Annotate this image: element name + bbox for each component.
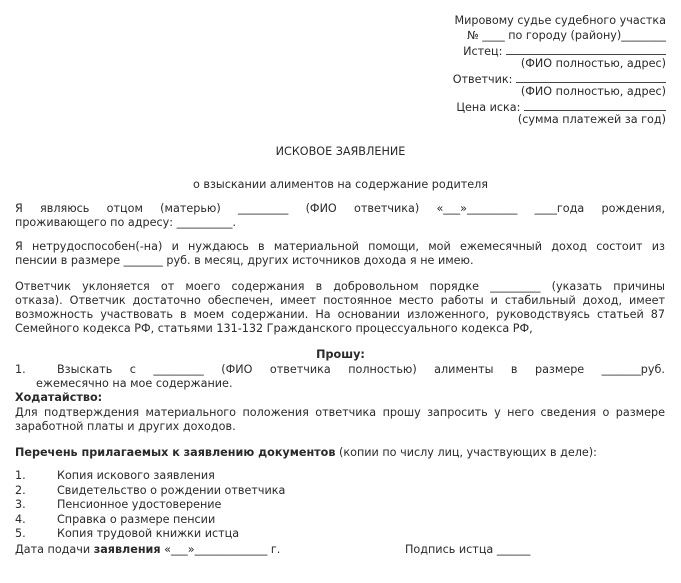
paragraph-line: возможность участвовать в моем содержании. На основании изложенного, руководствуясь статьей 87 <box>15 308 665 321</box>
list-item-number: 1. <box>15 469 26 482</box>
request-item <box>15 363 665 391</box>
paragraph-line: Семейного кодекса РФ, статьями 131-132 Гражданского процессуального кодекса РФ, <box>15 322 533 335</box>
claim-hint-line <box>518 113 666 127</box>
paragraph-income <box>15 240 665 268</box>
document-subtitle: о взыскании алиментов на содержание родителя <box>192 178 488 191</box>
list-item-number: 5. <box>15 527 26 540</box>
list-item <box>15 469 665 484</box>
list-item-number: 3. <box>15 498 26 511</box>
list-item <box>15 513 665 528</box>
paragraph-line: Для подтверждения материального положения ответчика прошу запросить у него сведения о размере <box>15 406 665 419</box>
district-text: № ____ по городу (району)________ <box>467 29 666 42</box>
list-item <box>15 484 665 499</box>
court-line <box>454 14 666 28</box>
documents-heading-rest: (копии по числу лиц, участвующих в деле): <box>335 446 597 459</box>
paragraph-relationship <box>15 202 665 230</box>
paragraph-line: пенсии в размере _______ руб. в месяц, других источников дохода я не имею. <box>15 254 474 267</box>
motion-heading: Ходатайство: <box>15 391 103 404</box>
paragraph-grounds <box>15 280 665 336</box>
request-item-line <box>15 363 665 377</box>
list-item-number: 4. <box>15 512 26 526</box>
list-item-text: Справка о размере пенсии <box>57 512 216 526</box>
paragraph-line: Я нетрудоспособен(-на) и нуждаюсь в материальной помощи, мой ежемесячный доход состоит из <box>15 240 665 253</box>
motion-text <box>15 406 665 434</box>
list-item-text: Копия искового заявления <box>57 469 215 482</box>
claim-label: Цена иска: <box>456 101 521 114</box>
claim-hint: (сумма платежей за год) <box>517 113 666 126</box>
list-item-text: Свидетельство о рождении ответчика <box>57 483 286 497</box>
request-item-number: 1. <box>15 363 26 376</box>
list-item <box>15 498 665 513</box>
signature-line: Подпись истца ______ <box>405 543 531 556</box>
paragraph-line: отказа). Ответчик достаточно обеспечен, имеет постоянное место работы и стабильный доход, имеет <box>15 294 665 307</box>
defendant-hint: (ФИО полностью, адрес) <box>520 85 666 98</box>
filing-date-bold: заявления <box>93 543 161 556</box>
filing-date-line <box>15 543 665 557</box>
list-item <box>15 527 665 542</box>
documents-list <box>15 469 665 542</box>
plaintiff-blank <box>506 43 666 55</box>
document-title: ИСКОВОЕ ЗАЯВЛЕНИЕ <box>275 145 406 158</box>
defendant-label: Ответчик: <box>452 73 513 86</box>
paragraph-line: заработной платы и других доходов. <box>15 420 236 433</box>
defendant-hint-line <box>521 85 666 99</box>
list-item-text: Копия трудовой книжки истца <box>57 527 240 540</box>
claim-blank <box>524 99 666 111</box>
request-item-text: Взыскать с _________ (ФИО ответчика полностью) алименты в размере _______руб. <box>57 363 665 376</box>
request-item-line: ежемесячно на мое содержание. <box>36 377 233 390</box>
list-item-number: 2. <box>15 483 26 497</box>
plaintiff-hint-line <box>521 57 666 71</box>
plaintiff-label: Истец: <box>463 45 503 58</box>
defendant-blank <box>516 71 666 83</box>
paragraph-line: Я являюсь отцом (матерью) _________ (ФИО ответчика) «___»_________ ____года рождения, <box>15 202 665 215</box>
filing-date-rest: «___»_____________ г. <box>160 543 281 556</box>
paragraph-line: Ответчик уклоняется от моего содержания в добровольном порядке _________ (указать причины <box>15 280 665 293</box>
plaintiff-hint: (ФИО полностью, адрес) <box>520 57 666 70</box>
request-heading: Прошу: <box>316 348 365 361</box>
district-line <box>467 29 666 43</box>
paragraph-line: проживающего по адресу: __________. <box>15 216 237 229</box>
list-item-text: Пенсионное удостоверение <box>57 498 222 511</box>
documents-heading <box>15 446 665 460</box>
court-text: Мировому судье судебного участка <box>454 14 666 27</box>
filing-date-prefix: Дата подачи <box>15 543 94 556</box>
documents-heading-bold: Перечень прилагаемых к заявлению документов <box>15 446 336 459</box>
